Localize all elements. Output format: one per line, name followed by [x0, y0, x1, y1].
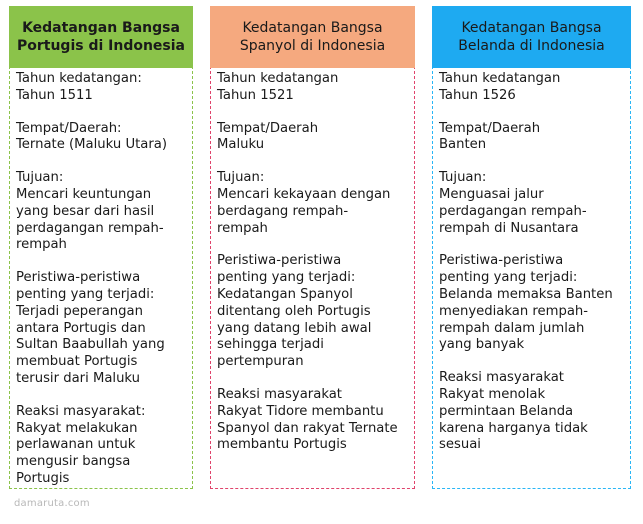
arrival-label: Tahun kedatangan [217, 71, 339, 86]
card-belanda [432, 6, 631, 489]
card-portugis [9, 6, 193, 489]
goal-value: Mencari kekayaan dengan berdagang rempah- rempah [217, 186, 391, 236]
events-value: Kedatangan Spanyol ditentang oleh Portugis yang datang lebih awal sehingga terjadi pertempuran [217, 286, 372, 370]
card-title: Kedatangan Bangsa Belanda di Indonesia [458, 20, 605, 54]
goal-label: Tujuan: [16, 170, 64, 186]
arrival-label: Tahun kedatangan: [16, 71, 142, 86]
place-value: Maluku [217, 137, 265, 153]
section-arrival [439, 71, 626, 105]
card-body-portugis [16, 71, 188, 504]
section-arrival [217, 71, 410, 105]
card-body-belanda [439, 71, 626, 470]
goal-label: Tujuan: [217, 170, 265, 186]
section-reaction [217, 387, 410, 454]
place-label: Tempat/Daerah [217, 120, 319, 136]
section-reaction [16, 404, 188, 488]
arrival-label: Tahun kedatangan [439, 71, 561, 86]
events-label: Peristiwa-peristiwa penting yang terjadi: [217, 253, 356, 286]
section-arrival [16, 71, 188, 105]
watermark: damaruta.com [14, 498, 90, 509]
section-events [16, 270, 188, 388]
events-value: Terjadi peperangan antara Portugis dan Sultan Baabullah yang membuat Portugis terusir dari Maluku [16, 303, 165, 386]
place-label: Tempat/Daerah: [16, 120, 122, 136]
place-label: Tempat/Daerah [439, 120, 541, 136]
reaction-label: Reaksi masyarakat: [16, 403, 146, 419]
section-events [217, 253, 410, 371]
section-place [217, 121, 410, 155]
goal-label: Tujuan: [439, 170, 487, 186]
card-title: Kedatangan Bangsa Portugis di Indonesia [16, 20, 186, 54]
section-goal [439, 170, 626, 237]
place-value: Banten [439, 137, 487, 153]
goal-value: Mencari keuntungan yang besar dari hasil perdagangan rempah- rempah [16, 186, 164, 253]
reaction-label: Reaksi masyarakat [439, 370, 564, 386]
section-reaction [439, 370, 626, 454]
place-value: Ternate (Maluku Utara) [16, 137, 167, 153]
card-spanyol [210, 6, 415, 489]
section-events [439, 253, 626, 354]
arrival-value: Tahun 1511 [16, 87, 93, 103]
events-label: Peristiwa-peristiwa penting yang terjadi: [439, 253, 578, 286]
events-value: Belanda memaksa Banten menyediakan rempah- rempah dalam jumlah yang banyak [439, 286, 613, 353]
reaction-value: Rakyat menolak permintaan Belanda karena harganya tidak sesuai [439, 386, 588, 453]
reaction-value: Rakyat Tidore membantu Spanyol dan rakyat Ternate membantu Portugis [217, 403, 398, 453]
events-label: Peristiwa-peristiwa penting yang terjadi: [16, 270, 155, 302]
reaction-value: Rakyat melakukan perlawanan untuk mengusir bangsa Portugis [16, 420, 138, 486]
section-goal [217, 170, 410, 237]
card-body-spanyol [217, 71, 410, 470]
card-header-spanyol [210, 6, 415, 68]
section-place [439, 121, 626, 155]
arrival-value: Tahun 1521 [217, 87, 294, 103]
goal-value: Menguasai jalur perdagangan rempah- rempah di Nusantara [439, 186, 587, 236]
reaction-label: Reaksi masyarakat [217, 386, 342, 402]
section-goal [16, 170, 188, 254]
card-header-belanda [432, 6, 631, 68]
card-header-portugis [9, 6, 193, 68]
section-place [16, 121, 188, 155]
arrival-value: Tahun 1526 [439, 87, 516, 103]
card-title: Kedatangan Bangsa Spanyol di Indonesia [239, 20, 386, 54]
